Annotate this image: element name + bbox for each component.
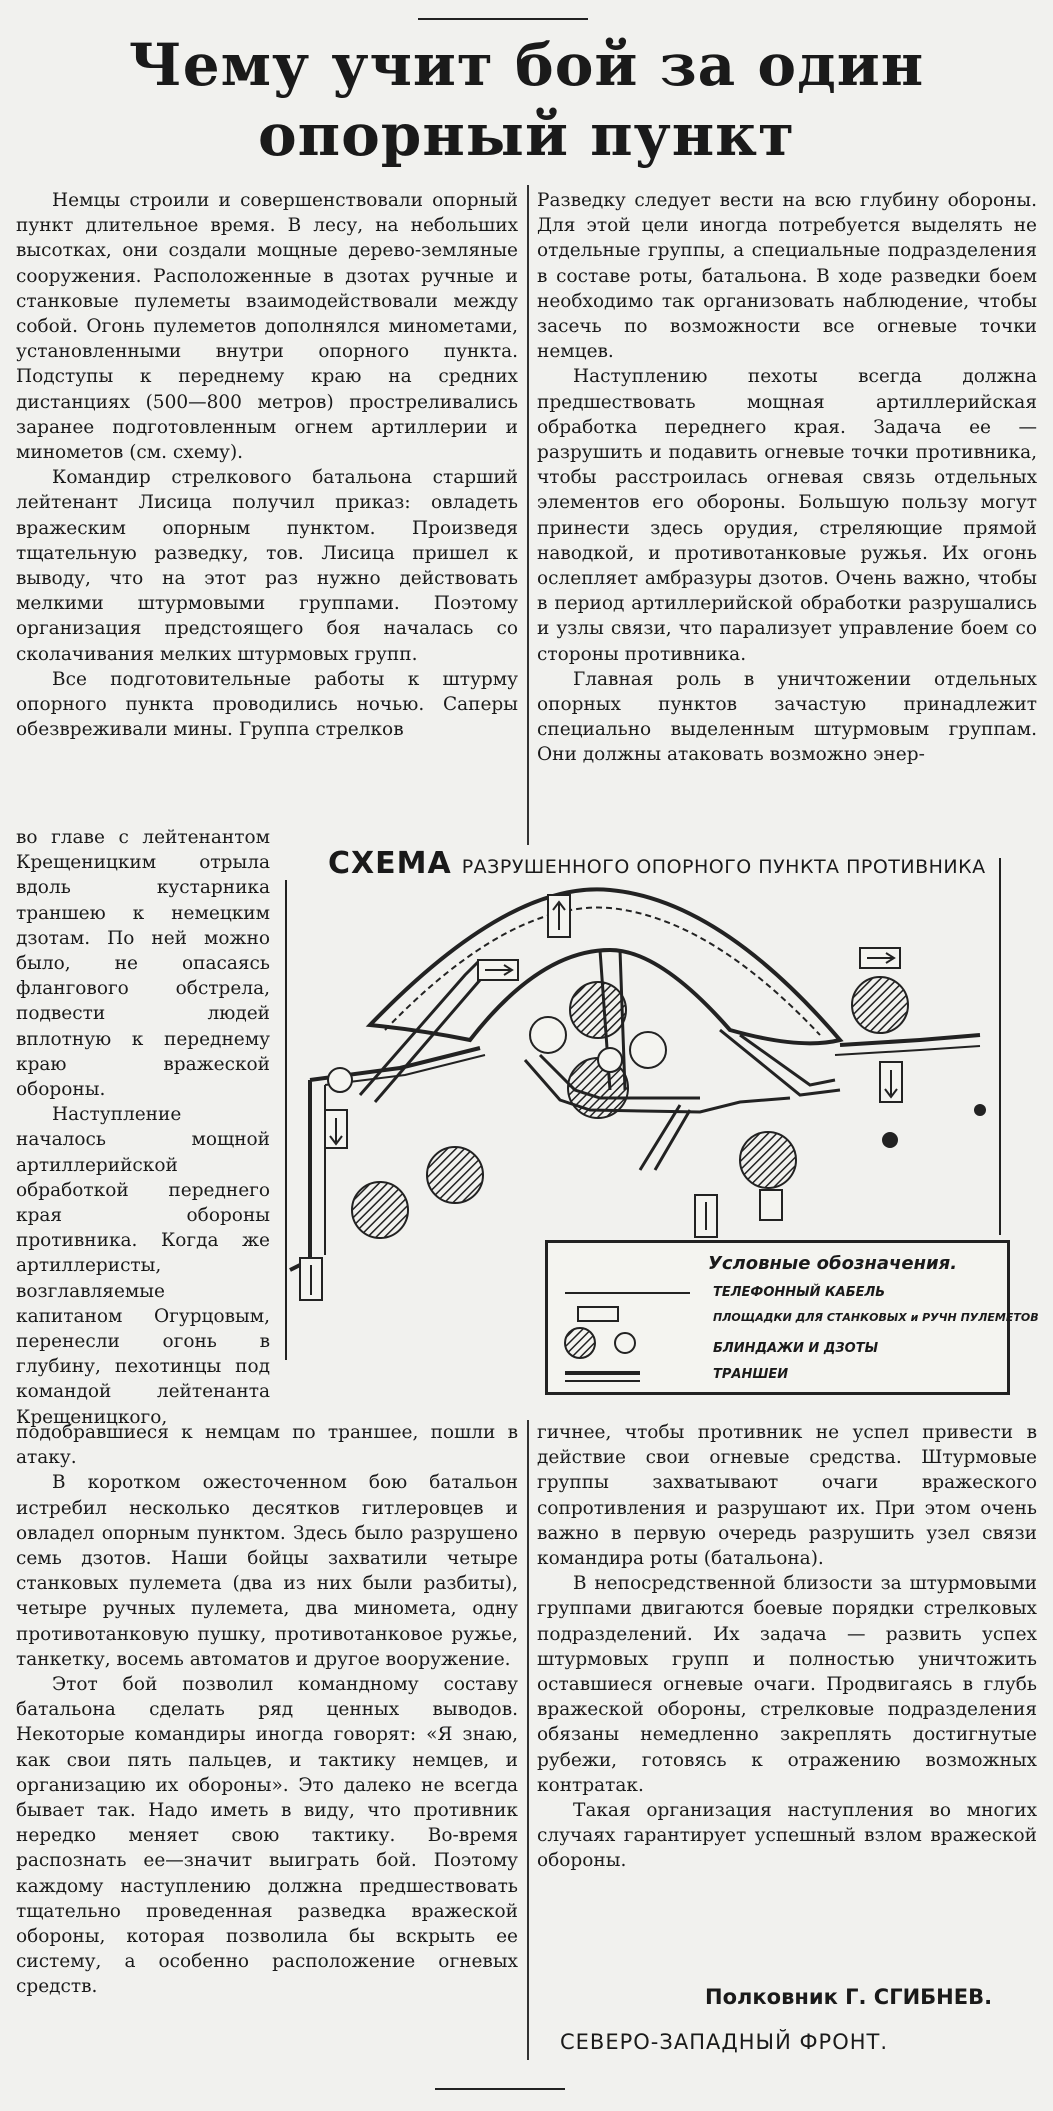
legend-title: Условные обозначения. [708,1253,958,1274]
paragraph: Все подготовительные работы к штурму опорного пункта проводились ночью. Саперы обезвреживали мины. Группа стрелков [16,668,518,741]
scheme-legend [545,1240,1039,1395]
paragraph: Немцы строили и совершенствовали опорный пункт длительное время. В лесу, на небольших высотках, они создали мощные дерево-земляные сооружения. Расположенные в дзотах ручные и станковые пулеметы взаимодействовали между собой. Огонь пулеметов дополнялся минометами, установленными внутри опорного пункта. Подступы к переднему краю на средних дистанциях (500—800 метров) простреливались заранее подготовленным огнем артиллерии и минометов (см. схему). [16,190,518,464]
legend-item-cable: ТЕЛЕФОННЫЙ КАБЕЛЬ [713,1285,886,1300]
paragraph: гичнее, чтобы противник не успел привести в действие свои огневые средства. Штурмовые группы захватывают очаги вражеского сопротивления и разрушают их. При этом очень важно в первую очередь разрушить узел связи командира роты (батальона). [537,1422,1037,1570]
legend-item-dzots: БЛИНДАЖИ И ДЗОТЫ [713,1341,879,1356]
headline-line-2: опорный пункт [257,101,796,169]
paragraph: Этот бой позволил командному составу батальона сделать ряд ценных выводов. Некоторые командиры иногда говорят: «Я знаю, как свои пять пальцев, и тактику немцев, и организацию их обороны». Это далеко не всегда бывает так. Надо иметь в виду, что противник нередко меняет свою тактику. Во-время распознать ее—значит выиграть бой. Поэтому каждому наступлению должна предшествовать тщательно проведенная разведка вражеской обороны, которая позволила бы вскрыть ее систему, а особенно расположение огневых средств. [16,1674,518,1998]
narrow-column [16,825,270,1430]
right-column-bottom [537,1420,1037,1874]
paragraph: Разведку следует вести на всю глубину обороны. Для этой цели иногда потребуется выделять не отдельные группы, а специальные подразделения в составе роты, батальона. В ходе разведки боем необходимо так организовать наблюдение, чтобы засечь по возможности все огневые точки немцев. [537,190,1037,363]
headline [0,30,1053,170]
paragraph: подобравшиеся к немцам по траншее, пошли в атаку. [16,1422,518,1469]
left-column-top [16,188,518,742]
paragraph: Такая организация наступления во многих случаях гарантирует успешный взлом вражеской обороны. [537,1800,1037,1872]
author-signature: Полковник Г. СГИБНЕВ. [705,1985,993,2009]
headline-line-1: Чему учит бой за один [128,31,925,99]
legend-item-trenches: ТРАНШЕИ [713,1367,789,1382]
paragraph: во главе с лейтенантом Крещеницким отрыла вдоль кустарника траншею к немецким дзотам. По ней можно было, не опасаясь флангового обстрела, подвести людей вплотную к переднему краю вражеской обороны. [16,827,270,1101]
paragraph: В коротком ожесточенном бою батальон истребил несколько десятков гитлеровцев и овладел опорным пунктом. Здесь было разрушено семь дзотов. Наши бойцы захватили четыре станковых пулемета (два из них были разбиты), четыре ручных пулемета, два миномета, одну противотанковую пушку, противотанковое ружье, танкетку, восемь автоматов и другое вооружение. [16,1472,518,1670]
left-column-bottom [16,1420,518,2000]
scheme-title-sub: РАЗРУШЕННОГО ОПОРНОГО ПУНКТА ПРОТИВНИКА [461,856,986,878]
paragraph: В непосредственной близости за штурмовыми группами двигаются боевые порядки стрелковых подразделений. Их задача — развить успех штурмовых групп и полностью уничтожить оставшиеся огневые очаги. Продвигаясь в глубь вражеской обороны, стрелковые подразделения обязаны немедленно закреплять достигнутые рубежи, готовясь к отражению возможных контратак. [537,1573,1037,1796]
paragraph: Наступление началось мощной артиллерийской обработкой переднего края обороны противника. Когда же артиллеристы, возглавляемые капитаном Огурцовым, перенесли огонь в глубину, пехотинцы под командой лейтенанта Крещеницкого, [16,1104,270,1428]
bottom-rule [435,2088,565,2090]
legend-symbols [560,1283,700,1393]
front-name: СЕВЕРО-ЗАПАДНЫЙ ФРОНТ. [560,2030,889,2054]
top-rule [418,18,588,20]
paragraph: Наступлению пехоты всегда должна предшествовать мощная артиллерийская обработка переднего края. Задача ее — разрушить и подавить огневые точки противника, чтобы расстроилась огневая связь отдельных элементов его обороны. Большую пользу могут принести здесь орудия, стреляющие прямой наводкой, и противотанковые ружья. Их огонь ослепляет амбразуры дзотов. Очень важно, чтобы в период артиллерийской обработки разрушались и узлы связи, что парализует управление боем со стороны противника. [537,366,1037,665]
legend-item-mg-platforms: ПЛОЩАДКИ ДЛЯ СТАНКОВЫХ и РУЧН ПУЛЕМЕТОВ [713,1311,1039,1324]
scheme-title-main: СХЕМА [328,846,452,881]
paragraph: Главная роль в уничтожении отдельных опорных пунктов зачастую принадлежит специально выделенным штурмовым группам. Они должны атаковать возможно энер- [537,668,1037,766]
column-divider [527,185,529,845]
column-divider-bottom [527,1420,529,2060]
paragraph: Командир стрелкового батальона старший лейтенант Лисица получил приказ: овладеть вражеским опорным пунктом. Произведя тщательную разведку, тов. Лисица пришел к выводу, что на этот раз нужно действовать мелкими штурмовыми группами. Поэтому организация предстоящего боя началась со сколачивания мелких штурмовых групп. [16,467,518,665]
right-column-top [537,188,1037,768]
